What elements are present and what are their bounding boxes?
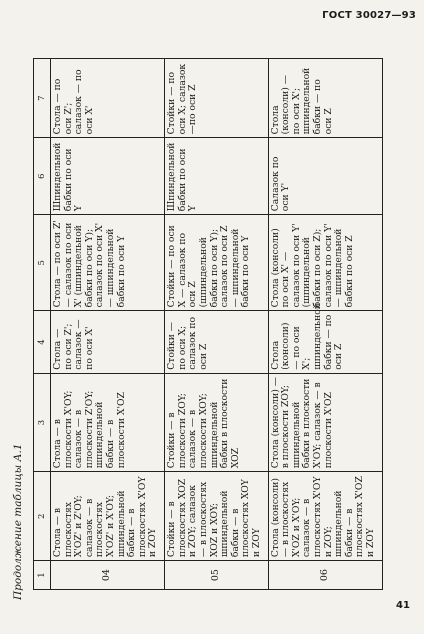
column-header: 1 [34, 561, 51, 590]
table-cell: Стойки — по оси X; салазок —по оси Z [165, 59, 268, 138]
table-cell: Стола (консоли) — в плоскости ZOY; шпиндельной бабки в плоскости X'OY; салазок — в плоскости X'OZ [268, 373, 382, 472]
table-cell: Стола (консоли) — по оси X'; шпиндельной бабки — по оси Z [268, 311, 382, 373]
column-header: 7 [34, 59, 51, 138]
table-cell: Стола (консоли) по оси X' — салазок по оси Y' (шпиндельной бабки по оси Z); салазок по оси Y' — шпиндельной бабки по оси Z [268, 215, 382, 311]
row-code: 05 [165, 561, 268, 590]
table-cell: Стола — в плоскости X'OY; салазок — в плоскости Z'OY; шпиндельной бабки — в плоскости X'OZ [51, 373, 165, 472]
page-number: 41 [396, 600, 410, 611]
table-header-row [34, 59, 51, 590]
table-cell: Салазок по оси Y' [268, 138, 382, 215]
table-cell: Стойки — по оси X; салазок по оси Z [165, 311, 268, 373]
row-code: 04 [51, 561, 165, 590]
data-table [33, 58, 383, 590]
standard-header: ГОСТ 30027—93 [322, 10, 416, 21]
table-cell: Стойки — по оси X — салазок по оси Z (шпиндельной бабки по оси Y); салазок по оси Z — шпиндельной бабки по оси Y [165, 215, 268, 311]
table-cell: Стойки — в плоскостях XOZ и ZOY; салазок — в плоскостях XOZ и XOY; шпиндельной бабки — в плоскостях XOY и ZOY [165, 472, 268, 561]
column-header: 6 [34, 138, 51, 215]
column-header: 4 [34, 311, 51, 373]
table-caption: Продолжение таблицы А.1 [12, 443, 24, 600]
table-cell: Шпиндельной бабки по оси Y [51, 138, 165, 215]
column-header: 5 [34, 215, 51, 311]
table-cell: Стола — по оси Z'; салазок — по оси X' [51, 59, 165, 138]
table-row [165, 59, 268, 590]
table-cell: Шпиндельной бабки по оси Y [165, 138, 268, 215]
table-container [33, 58, 383, 590]
table-cell: Стойки — в плоскости ZOY; салазок — в плоскости XOY; шпиндельной бабки в плоскости XOZ [165, 373, 268, 472]
table-cell: Стола — в плоскостях X'OZ' и Z'OY; салазок — в плоскостях X'OZ' и X'OY; шпиндельной бабки — в плоскостях X'OY и ZOY [51, 472, 165, 561]
column-header: 2 [34, 472, 51, 561]
table-row [51, 59, 165, 590]
table-cell: Стола (консоли) — по оси X'; шпиндельной бабки — по оси Z [268, 59, 382, 138]
column-header: 3 [34, 373, 51, 472]
table-cell: Стола — по оси Z' — салазок по оси X' (шпиндельной бабки по оси Y); салазок по оси X' — шпиндельной бабки по оси Y [51, 215, 165, 311]
row-code: 06 [268, 561, 382, 590]
table-cell: Стола — по оси Z'; салазок —по оси X' [51, 311, 165, 373]
table-cell: Стола (консоли) — в плоскостях X'OZ и X'OY; салазок — в плоскостях X'OY и ZOY; шпиндельной бабки — в плоскостях X'OZ и ZOY [268, 472, 382, 561]
table-row [268, 59, 382, 590]
